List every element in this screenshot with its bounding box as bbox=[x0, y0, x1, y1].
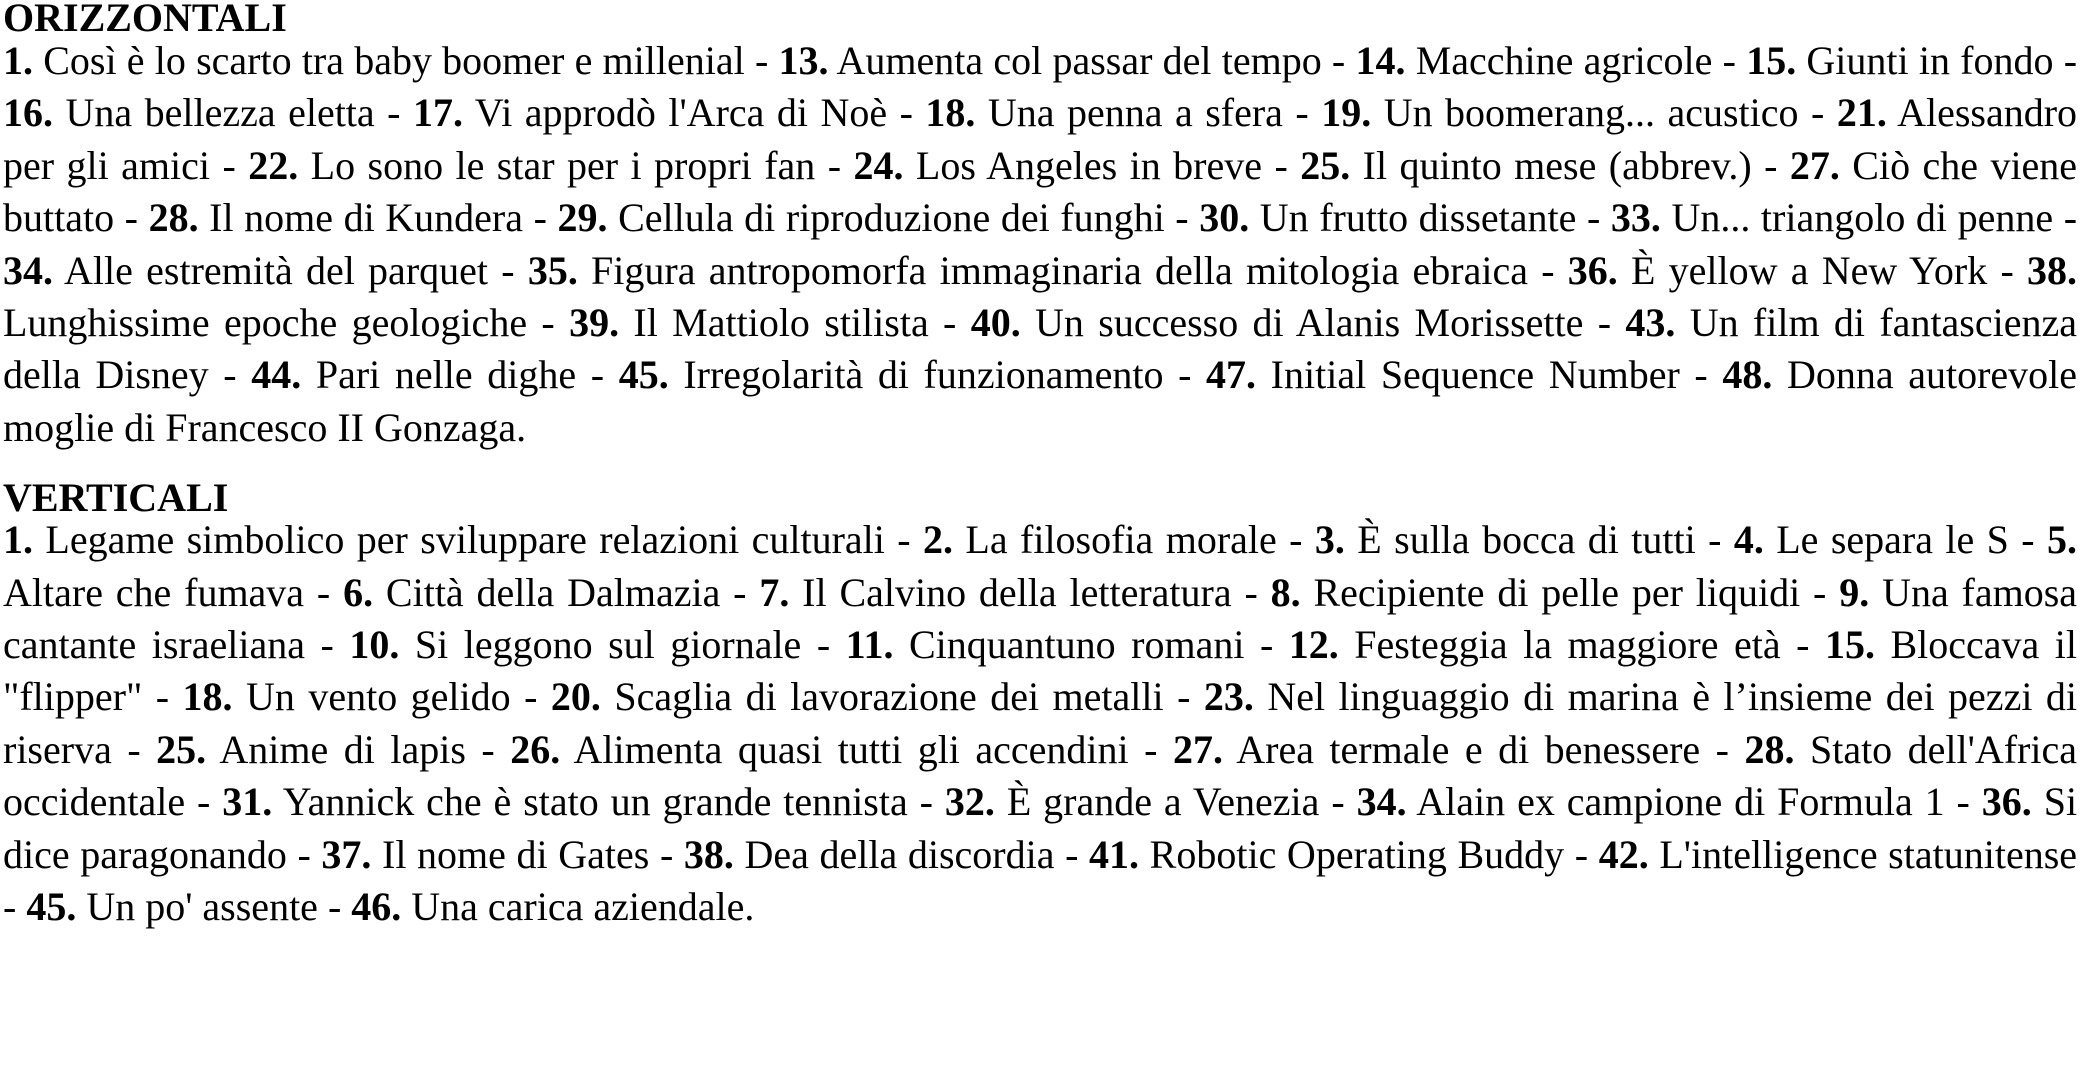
clue-text: Alain ex campione di Formula 1 bbox=[1416, 779, 1945, 825]
clue-item bbox=[343, 570, 720, 615]
clue-text: Una carica aziendale. bbox=[411, 884, 755, 930]
clue-item bbox=[222, 779, 907, 824]
clue-item bbox=[183, 674, 511, 719]
clue-text: Il Calvino della letteratura bbox=[802, 569, 1232, 615]
clue-text: Lunghissime epoche geologiche bbox=[3, 300, 528, 346]
clue-text: Così è lo scarto tra baby boomer e millenial bbox=[43, 38, 745, 83]
clue-number: 43. bbox=[1625, 300, 1676, 346]
clue-item bbox=[1746, 38, 2053, 83]
clue-text: Recipiente di pelle per liquidi bbox=[1313, 569, 1801, 615]
clue-text: Il Mattiolo stilista bbox=[633, 300, 929, 346]
clue-item bbox=[1734, 517, 2009, 562]
clue-item bbox=[853, 143, 1262, 188]
clue-item bbox=[569, 300, 929, 345]
clue-text: Festeggia la maggiore età bbox=[1354, 622, 1781, 668]
clue-text: Altare che fumava bbox=[3, 569, 305, 615]
clue-text: Una famosa cantante israeliana bbox=[3, 569, 2078, 668]
clue-number: 12. bbox=[1288, 622, 1339, 668]
clue-text: Legame simbolico per sviluppare relazioni culturali bbox=[45, 517, 885, 563]
clue-item bbox=[1199, 195, 1576, 240]
clue-number: 11. bbox=[845, 622, 894, 668]
clue-text: È sulla bocca di tutti bbox=[1357, 517, 1696, 563]
section-heading-orizzontali: ORIZZONTALI bbox=[3, 0, 287, 40]
clue-item bbox=[3, 90, 375, 135]
clue-text: Ciò che viene buttato bbox=[3, 142, 2078, 241]
clue-text: È yellow a New York bbox=[1631, 247, 1988, 293]
clue-number: 29. bbox=[557, 195, 608, 241]
clue-number: 39. bbox=[569, 300, 620, 346]
clue-text: Un film di fantascienza della Disney bbox=[3, 300, 2077, 398]
clue-number: 24. bbox=[853, 142, 904, 188]
clue-item bbox=[945, 779, 1320, 824]
clue-item bbox=[923, 517, 1277, 562]
clue-item bbox=[510, 727, 1128, 772]
clue-item bbox=[3, 38, 745, 83]
clue-text: Il quinto mese (abbrev.) bbox=[1362, 142, 1752, 188]
clue-number: 18. bbox=[925, 90, 976, 136]
clue-number: 28. bbox=[1744, 726, 1795, 772]
clue-item bbox=[1089, 832, 1564, 877]
clue-text: Area termale e di benessere bbox=[1236, 726, 1701, 772]
clue-number: 4. bbox=[1733, 517, 1764, 563]
clue-item bbox=[1321, 90, 1798, 135]
clue-number: 30. bbox=[1199, 195, 1250, 241]
clue-text: Una bellezza eletta bbox=[65, 90, 375, 136]
clue-text: Scaglia di lavorazione dei metalli bbox=[614, 674, 1164, 720]
clue-text: Un... triangolo di penne bbox=[1671, 195, 2054, 241]
clue-text: Vi approdò l'Arca di Noè bbox=[474, 90, 888, 136]
clue-item bbox=[1300, 143, 1751, 188]
clue-number: 1. bbox=[3, 517, 33, 563]
clue-number: 38. bbox=[683, 831, 734, 877]
clue-text: Donna autorevole moglie di Francesco II Gonzaga. bbox=[3, 352, 2078, 450]
clue-item bbox=[156, 727, 466, 772]
clue-text: Irregolarità di funzionamento bbox=[683, 352, 1164, 398]
clue-text: Cellula di riproduzione dei funghi bbox=[618, 195, 1165, 241]
clue-text: Robotic Operating Buddy bbox=[1149, 831, 1565, 877]
clue-number: 28. bbox=[148, 195, 199, 241]
clue-item bbox=[251, 352, 576, 397]
clue-number: 6. bbox=[343, 569, 374, 615]
clue-text: Aumenta col passar del tempo bbox=[836, 38, 1322, 83]
clue-number: 36. bbox=[1567, 247, 1618, 293]
clue-item bbox=[3, 248, 488, 293]
clue-item bbox=[528, 248, 1528, 293]
clue-item bbox=[846, 622, 1245, 667]
clue-number: 5. bbox=[2047, 517, 2078, 563]
clue-text: Il nome di Kundera bbox=[209, 195, 524, 241]
clue-text: L'intelligence statunitense bbox=[1659, 831, 2078, 877]
clue-text: Macchine agricole bbox=[1415, 38, 1713, 83]
clue-text: Un boomerang... acustico bbox=[1383, 90, 1799, 136]
clue-text: Si dice paragonando bbox=[3, 779, 2078, 877]
crossword-clues-page bbox=[3, 0, 2077, 934]
clue-number: 23. bbox=[1203, 674, 1254, 720]
clue-number: 41. bbox=[1089, 831, 1140, 877]
clue-number: 45. bbox=[618, 352, 669, 398]
clue-number: 40. bbox=[970, 300, 1021, 346]
clue-number: 17. bbox=[412, 90, 463, 136]
clue-item bbox=[1289, 622, 1781, 667]
down-clues-paragraph: 1. Legame simbolico per sviluppare relazioni culturali - 2. La filosofia morale - 3. È sulla bocca di tutti - 4. Le separa le S - 5. Altare che fumava - 6. Città della Dalmazia - 7. Il Calvino della letteratura - 8. Recipiente di pelle per liquidi - 9. Una famosa cantante israeliana - 10. Si leggono sul giornale - 11. Cinquantuno romani - 12. Festeggia la maggiore età - 15. Bloccava il "flipper" - 18. Un vento gelido - 20. Scaglia di lavorazione dei metalli - 23. Nel linguaggio di marina è l’insieme dei pezzi di riserva - 25. Anime di lapis - 26. Alimenta quasi tutti gli accendini - 27. Area termale e di benessere - 28. Stato dell'Africa occidentale - 31. Yannick che è stato un grande tennista - 32. È grande a Venezia - 34. Alain ex campione di Formula 1 - 36. Si dice paragonando - 37. Il nome di Gates - 38. Dea della discordia - 41. Robotic Operating Buddy - 42. L'intelligence statunitense - 45. Un po' assente - 46. Una carica aziendale. bbox=[3, 517, 2078, 930]
clue-number: 19. bbox=[1321, 90, 1372, 136]
clue-text: Un vento gelido bbox=[246, 674, 511, 720]
clue-number: 2. bbox=[923, 517, 954, 563]
clue-number: 46. bbox=[351, 884, 402, 930]
clue-text: Figura antropomorfa immaginaria della mitologia ebraica bbox=[591, 247, 1528, 293]
clue-text: Los Angeles in breve bbox=[915, 142, 1263, 188]
clue-text: Alessandro per gli amici bbox=[3, 90, 2078, 188]
across-clues-paragraph: 1. Così è lo scarto tra baby boomer e millenial - 13. Aumenta col passar del tempo - 14. Macchine agricole - 15. Giunti in fondo - 16. Una bellezza eletta - 17. Vi approdò l'Arca di Noè - 18. Una penna a sfera - 19. Un boomerang... acustico - 21. Alessandro per gli amici - 22. Lo sono le star per i propri fan - 24. Los Angeles in breve - 25. Il quinto mese (abbrev.) - 27. Ciò che viene buttato - 28. Il nome di Kundera - 29. Cellula di riproduzione dei funghi - 30. Un frutto dissetante - 33. Un... triangolo di penne - 34. Alle estremità del parquet - 35. Figura antropomorfa immaginaria della mitologia ebraica - 36. È yellow a New York - 38. Lunghissime epoche geologiche - 39. Il Mattiolo stilista - 40. Un successo di Alanis Morissette - 43. Un film di fantascienza della Disney - 44. Pari nelle dighe - 45. Irregolarità di funzionamento - 47. Initial Sequence Number - 48. Donna autorevole moglie di Francesco II Gonzaga. bbox=[3, 38, 2078, 450]
clue-number: 18. bbox=[182, 674, 233, 720]
clue-text: Giunti in fondo bbox=[1806, 38, 2054, 83]
clue-item bbox=[248, 143, 815, 188]
clue-text: Yannick che è stato un grande tennista bbox=[282, 779, 908, 825]
clue-item bbox=[619, 352, 1164, 397]
clue-number: 48. bbox=[1722, 352, 1773, 398]
clue-text: Le separa le S bbox=[1776, 517, 2009, 563]
clue-item bbox=[1173, 727, 1700, 772]
clue-number: 25. bbox=[1300, 142, 1351, 188]
clue-number: 15. bbox=[1824, 622, 1875, 668]
clue-item bbox=[1206, 352, 1680, 397]
clue-text: Un po' assente bbox=[86, 884, 318, 930]
clue-item bbox=[1355, 38, 1712, 83]
clue-text: Città della Dalmazia bbox=[385, 569, 721, 615]
clue-item bbox=[779, 38, 1322, 83]
clue-text: È grande a Venezia bbox=[1006, 779, 1320, 825]
clue-number: 35. bbox=[527, 247, 578, 293]
clue-number: 25. bbox=[156, 726, 207, 772]
clue-item bbox=[684, 832, 1055, 877]
clue-text: Alimenta quasi tutti gli accendini bbox=[573, 726, 1129, 772]
clue-text: Lo sono le star per i propri fan bbox=[310, 142, 816, 188]
clue-text: Bloccava il "flipper" bbox=[3, 622, 2078, 720]
clue-text: Si leggono sul giornale bbox=[414, 622, 802, 668]
clue-number: 21. bbox=[1836, 90, 1887, 136]
clue-item bbox=[1357, 779, 1945, 824]
clue-item bbox=[321, 832, 649, 877]
clue-number: 32. bbox=[944, 779, 995, 825]
clue-text: La filosofia morale bbox=[965, 517, 1277, 563]
clue-item bbox=[1315, 517, 1696, 562]
clue-number: 34. bbox=[1356, 779, 1407, 825]
clue-text: Stato dell'Africa occidentale bbox=[3, 726, 2078, 825]
clue-number: 14. bbox=[1355, 38, 1406, 83]
clue-item bbox=[3, 517, 885, 562]
clue-item bbox=[759, 570, 1231, 615]
clue-item bbox=[558, 195, 1165, 240]
clue-number: 44. bbox=[251, 352, 302, 398]
clue-item bbox=[351, 884, 754, 929]
clue-number: 37. bbox=[321, 831, 372, 877]
clue-item bbox=[26, 884, 318, 929]
clue-item bbox=[413, 90, 887, 135]
clue-item bbox=[1271, 570, 1801, 615]
clue-item bbox=[1611, 195, 2053, 240]
clue-text: Pari nelle dighe bbox=[315, 352, 577, 398]
section-heading-verticali: VERTICALI bbox=[3, 475, 229, 521]
clue-number: 22. bbox=[248, 142, 299, 188]
clue-item bbox=[1599, 832, 2077, 877]
clue-number: 3. bbox=[1314, 517, 1345, 563]
clue-number: 27. bbox=[1172, 726, 1223, 772]
clue-text: Cinquantuno romani bbox=[908, 622, 1245, 668]
clue-number: 38. bbox=[2027, 247, 2078, 293]
clue-text: Il nome di Gates bbox=[382, 831, 650, 877]
clue-item bbox=[1568, 248, 1987, 293]
clue-number: 16. bbox=[3, 90, 53, 136]
clue-number: 1. bbox=[3, 38, 33, 83]
clue-text: Anime di lapis bbox=[219, 726, 466, 772]
clue-number: 13. bbox=[778, 38, 829, 83]
clue-number: 15. bbox=[1746, 38, 1797, 83]
down-clues-section bbox=[3, 476, 2077, 933]
clue-text: Initial Sequence Number bbox=[1270, 352, 1680, 398]
clue-text: Un successo di Alanis Morissette bbox=[1035, 300, 1584, 346]
clue-number: 47. bbox=[1206, 352, 1257, 398]
clue-number: 7. bbox=[759, 569, 790, 615]
clue-number: 42. bbox=[1598, 831, 1649, 877]
clue-text: Una penna a sfera bbox=[987, 90, 1283, 136]
clue-number: 20. bbox=[550, 674, 601, 720]
clue-number: 33. bbox=[1610, 195, 1661, 241]
clue-number: 34. bbox=[3, 247, 53, 293]
clue-text: Alle estremità del parquet bbox=[64, 247, 489, 293]
clue-number: 36. bbox=[1981, 779, 2032, 825]
clue-item bbox=[149, 195, 523, 240]
across-clues-section bbox=[3, 0, 2077, 454]
clue-item bbox=[551, 674, 1164, 719]
clue-text: Un frutto dissetante bbox=[1259, 195, 1577, 241]
clue-number: 9. bbox=[1839, 569, 1870, 615]
clue-number: 10. bbox=[349, 622, 400, 668]
clue-text: Nel linguaggio di marina è l’insieme dei pezzi di riserva bbox=[3, 674, 2078, 772]
clue-item bbox=[925, 90, 1283, 135]
clue-number: 31. bbox=[222, 779, 273, 825]
clue-item bbox=[971, 300, 1584, 345]
clue-number: 8. bbox=[1270, 569, 1301, 615]
clue-number: 45. bbox=[26, 884, 77, 930]
clue-number: 27. bbox=[1789, 142, 1840, 188]
clue-item bbox=[349, 622, 801, 667]
clue-text: Dea della discordia bbox=[744, 831, 1055, 877]
clue-number: 26. bbox=[510, 726, 561, 772]
